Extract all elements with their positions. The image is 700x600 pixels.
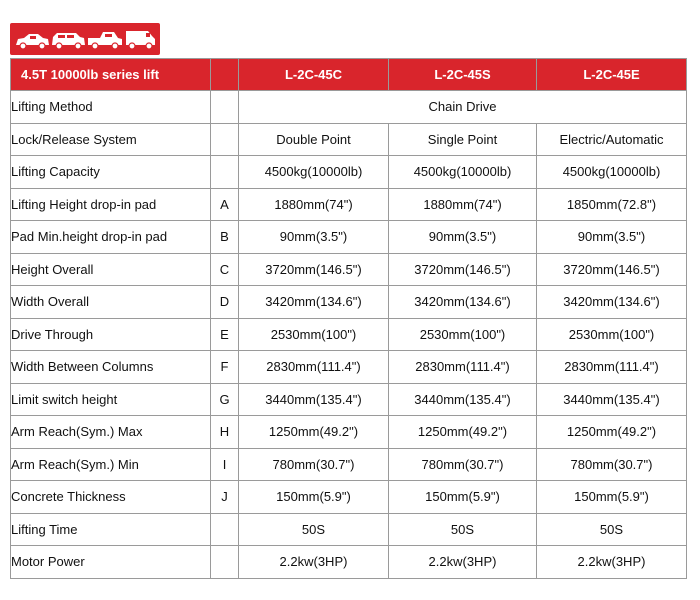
- cell-45c: 3720mm(146.5"): [239, 253, 389, 286]
- suv-car-icon: [52, 33, 85, 49]
- row-letter: B: [211, 221, 239, 254]
- row-label: Limit switch height: [11, 383, 211, 416]
- table-row: [11, 188, 687, 221]
- cell-45e: 1250mm(49.2"): [537, 416, 687, 449]
- row-letter: C: [211, 253, 239, 286]
- pickup-truck-icon: [88, 32, 122, 49]
- cell-45e: 3720mm(146.5"): [537, 253, 687, 286]
- row-letter: E: [211, 318, 239, 351]
- cell-45c: 4500kg(10000lb): [239, 156, 389, 189]
- table-row: [11, 156, 687, 189]
- row-label: Pad Min.height drop-in pad: [11, 221, 211, 254]
- sedan-car-icon: [16, 34, 49, 49]
- cell-45e: 2.2kw(3HP): [537, 546, 687, 579]
- row-letter: J: [211, 481, 239, 514]
- row-label: Lock/Release System: [11, 123, 211, 156]
- row-letter: G: [211, 383, 239, 416]
- row-letter: H: [211, 416, 239, 449]
- cell-45e: 90mm(3.5"): [537, 221, 687, 254]
- row-label: Height Overall: [11, 253, 211, 286]
- cell-45c: 2.2kw(3HP): [239, 546, 389, 579]
- table-row: [11, 448, 687, 481]
- cell-45s: 1880mm(74"): [389, 188, 537, 221]
- table-row: [11, 123, 687, 156]
- row-label: Width Between Columns: [11, 351, 211, 384]
- table-row: [11, 513, 687, 546]
- row-letter: I: [211, 448, 239, 481]
- cell-45c: 1880mm(74"): [239, 188, 389, 221]
- cell-45c: 780mm(30.7"): [239, 448, 389, 481]
- row-label: Lifting Time: [11, 513, 211, 546]
- row-label: Lifting Capacity: [11, 156, 211, 189]
- cell-45c: 2830mm(111.4"): [239, 351, 389, 384]
- row-label: Arm Reach(Sym.) Max: [11, 416, 211, 449]
- cell-45s: 2530mm(100"): [389, 318, 537, 351]
- cell-45c: 3420mm(134.6"): [239, 286, 389, 319]
- vehicle-icons-badge: [10, 23, 160, 55]
- cell-45s: 780mm(30.7"): [389, 448, 537, 481]
- table-row: [11, 91, 687, 124]
- table-row: [11, 318, 687, 351]
- cell-45s: 3720mm(146.5"): [389, 253, 537, 286]
- row-label: Lifting Method: [11, 91, 211, 124]
- cell-45s: 2830mm(111.4"): [389, 351, 537, 384]
- van-icon: [126, 31, 155, 49]
- cell-45s: 4500kg(10000lb): [389, 156, 537, 189]
- cell-45s: 1250mm(49.2"): [389, 416, 537, 449]
- cell-45s: Single Point: [389, 123, 537, 156]
- letter-header: [211, 59, 239, 91]
- table-row: [11, 253, 687, 286]
- cell-45e: 4500kg(10000lb): [537, 156, 687, 189]
- table-row: [11, 383, 687, 416]
- cell-45c: 50S: [239, 513, 389, 546]
- row-letter: A: [211, 188, 239, 221]
- cell-45s: 3420mm(134.6"): [389, 286, 537, 319]
- row-label: Motor Power: [11, 546, 211, 579]
- table-row: [11, 481, 687, 514]
- row-letter: F: [211, 351, 239, 384]
- cell-45e: 3420mm(134.6"): [537, 286, 687, 319]
- row-letter: [211, 156, 239, 189]
- cell-45s: 2.2kw(3HP): [389, 546, 537, 579]
- cell-45c: 2530mm(100"): [239, 318, 389, 351]
- table-header-row: [11, 59, 687, 91]
- row-label: Width Overall: [11, 286, 211, 319]
- cell-45e: 2830mm(111.4"): [537, 351, 687, 384]
- row-letter: D: [211, 286, 239, 319]
- row-label: Arm Reach(Sym.) Min: [11, 448, 211, 481]
- cell-45s: 3440mm(135.4"): [389, 383, 537, 416]
- cell-45c: Double Point: [239, 123, 389, 156]
- series-title: 4.5T 10000lb series lift: [11, 59, 211, 91]
- model-header-45c: L-2C-45C: [239, 59, 389, 91]
- cell-45e: 2530mm(100"): [537, 318, 687, 351]
- table-row: [11, 351, 687, 384]
- table-row: [11, 286, 687, 319]
- model-header-45s: L-2C-45S: [389, 59, 537, 91]
- row-label: Drive Through: [11, 318, 211, 351]
- model-header-45e: L-2C-45E: [537, 59, 687, 91]
- spec-table: [10, 58, 687, 579]
- cell-45c: 3440mm(135.4"): [239, 383, 389, 416]
- table-row: [11, 546, 687, 579]
- cell-45e: 150mm(5.9"): [537, 481, 687, 514]
- cell-45e: 780mm(30.7"): [537, 448, 687, 481]
- cell-45c: 1250mm(49.2"): [239, 416, 389, 449]
- row-letter: [211, 91, 239, 124]
- table-row: [11, 221, 687, 254]
- cell-45c: 150mm(5.9"): [239, 481, 389, 514]
- cell-45e: Electric/Automatic: [537, 123, 687, 156]
- row-letter: [211, 546, 239, 579]
- row-span-value: Chain Drive: [239, 91, 687, 124]
- table-row: [11, 416, 687, 449]
- cell-45e: 1850mm(72.8"): [537, 188, 687, 221]
- row-label: Concrete Thickness: [11, 481, 211, 514]
- cell-45e: 50S: [537, 513, 687, 546]
- cell-45c: 90mm(3.5"): [239, 221, 389, 254]
- row-letter: [211, 123, 239, 156]
- cell-45s: 90mm(3.5"): [389, 221, 537, 254]
- row-letter: [211, 513, 239, 546]
- cell-45s: 50S: [389, 513, 537, 546]
- cell-45e: 3440mm(135.4"): [537, 383, 687, 416]
- cell-45s: 150mm(5.9"): [389, 481, 537, 514]
- row-label: Lifting Height drop-in pad: [11, 188, 211, 221]
